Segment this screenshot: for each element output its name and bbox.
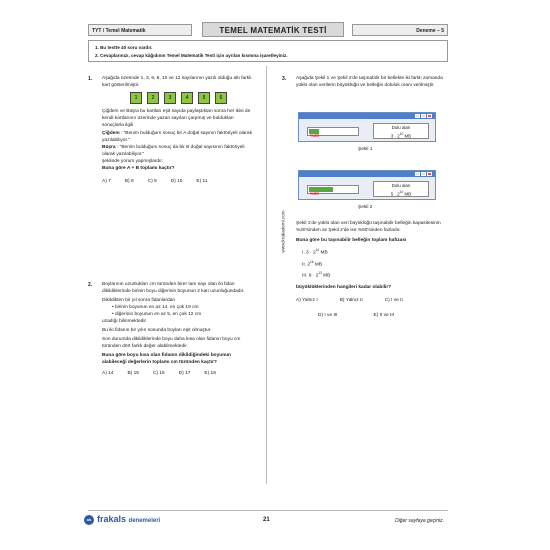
logo-subtext: denemeleri — [128, 518, 161, 524]
q1-text2: şeklinde yorum yapmışlardır. — [102, 159, 164, 164]
instructions-box — [88, 40, 448, 62]
progress-bar — [307, 127, 359, 136]
roman: I. — [302, 250, 305, 256]
maximize-icon — [421, 114, 426, 118]
q1-text1: Çiğdem ve Büşra bu kartları eşit sayıda paylaştıktan sonra her ikisi de kendi kartlarının üzerinde yazan sayıları çarpmış ve buldukları sonuçlarla ilgili — [102, 109, 251, 128]
logo-icon: ok — [84, 515, 94, 525]
info-box — [373, 181, 429, 197]
option-d: D) 17 — [178, 371, 191, 376]
roman: III. — [302, 273, 308, 279]
item-exp: 16 — [310, 259, 314, 264]
question-1 — [102, 75, 252, 185]
progress-percent: %20 — [310, 133, 319, 138]
item-unit: MB — [321, 273, 331, 279]
close-icon — [427, 172, 432, 176]
item-exp: 14 — [315, 248, 320, 252]
option-c: C) 9 — [147, 179, 157, 184]
q2-intro: Boylarının uzunlukları cm türünden birer tam sayı olan iki fidan dikildiklerinde birinin boyu diğerinin boyunun 2 katı uzunluğundadır. — [102, 282, 245, 294]
option-d: D) 10 — [170, 179, 183, 184]
figure-1-caption: Şekil 1 — [358, 147, 373, 152]
card: 4 — [181, 92, 193, 104]
item-value: 2 — [307, 262, 311, 268]
page-footer — [88, 510, 448, 531]
progress-percent: %50 — [310, 191, 319, 196]
option-b: B) Yalnız II — [339, 297, 363, 303]
q2-bullet2: diğerinin boyunun en az 5, en çok 12 cm — [115, 312, 202, 317]
instruction-2: 2. Cevaplarınızı, cevap kâğıdının Temel Matematik Testi için ayrılan kısmına işaretleyiniz. — [95, 53, 288, 58]
next-page-note: Diğer sayfaya geçiniz. — [395, 518, 444, 524]
close-icon — [427, 114, 432, 118]
info-box — [373, 123, 429, 139]
maximize-icon — [421, 172, 426, 176]
q1-options — [102, 178, 252, 185]
q2-options — [102, 370, 252, 377]
card: 2 — [147, 92, 159, 104]
q1-number: 1. — [88, 76, 93, 82]
card: 6 — [215, 92, 227, 104]
q2-number: 2. — [88, 282, 93, 288]
q3-text1: Şekil 1'de yüklü olan veri büyüklüğü taşınabilir belleğin kapasitesinin %20'sinden az Şekil 2'de ise %50'sinden fazladır. — [296, 221, 441, 233]
item-unit: MB — [319, 250, 328, 256]
minimize-icon — [415, 172, 420, 176]
option-b: B) 15 — [127, 371, 139, 376]
memory-window-2 — [298, 170, 436, 200]
item-unit: MB — [313, 262, 323, 268]
option-b: B) 8 — [124, 179, 134, 184]
question-2: Boylarının uzunlukları cm türünden birer tam sayı olan iki fidan dikildiklerinde birinin boyu diğerinin boyunun 2 katı uzunluğundadır. Dikildikten bir yıl sonra fidanlardan • birinin boyunun en az 14, en çok 19 cm • diğerinin boyunun en az 5, en çok 12 cm uzadığı bilinmektedir. Bu iki fidanın bir yılın sonunda boyları eşit olmuştur. Son durumda dikildiklerinde boyu daha kısa olan fidanın boyu cm türünden dört farklı değer alabilmektedir. Buna göre boyu kısa olan fidanın dikildiğindeki boyunun alabileceği değerlerin toplamı cm türünden kaçtır? A) 14 B) 15 C) 16 D) 17 E) 18 — [102, 281, 252, 377]
q3-options-row2 — [318, 312, 448, 319]
side-website: www.krakademi.com — [280, 210, 286, 253]
info-exponent: 10 — [399, 132, 404, 136]
q3-body — [296, 220, 448, 319]
q3-intro: Aşağıda Şekil 1 ve Şekil 2'de taşınabilir bir bellekte iki farklı zamanda yüklü olan verilerin büyüklüğü ve belleğin doluluk oranı verilmiştir. — [296, 76, 443, 88]
item-value: 3 · 2 — [306, 250, 316, 256]
q1-intro: Aşağıda üzerinde 1, 3, 6, 8, 10 ve 12 sayılarının yazılı olduğu altı farklı kart gösterilmiştir. — [102, 76, 252, 88]
page-number: 21 — [263, 517, 270, 523]
header-subject: TYT / Temel Matematik — [88, 24, 192, 36]
q3-item-1 — [302, 247, 448, 257]
info-label: Dolu alan — [391, 125, 411, 130]
info-unit: MB — [403, 133, 412, 139]
header-exam-number: Deneme – 5 — [352, 24, 448, 36]
option-c: C) 16 — [152, 371, 165, 376]
q3-item-2 — [302, 259, 448, 269]
card: 3 — [164, 92, 176, 104]
card: 5 — [198, 92, 210, 104]
q2-text2: uzadığı bilinmektedir. — [102, 319, 148, 324]
q2-text4: Son durumda dikildiklerinde boyu daha kısa olan fidanın boyu cm türünden dört farklı değer alabilmektedir. — [102, 337, 241, 349]
q1-question: Buna göre A + B toplamı kaçtır? — [102, 166, 175, 171]
info-value: 3 · 2 — [390, 133, 400, 139]
option-e: E) 18 — [204, 371, 216, 376]
q3-number: 3. — [282, 76, 287, 82]
option-a: A) 7 — [102, 179, 111, 184]
figure-2-caption: Şekil 2 — [358, 205, 373, 210]
info-exponent: 10 — [399, 190, 404, 194]
option-e: E) 11 — [196, 179, 208, 184]
q1-cards — [130, 92, 252, 104]
q1-busra-label: Büşra — [102, 145, 116, 150]
info-unit: MB — [403, 191, 412, 197]
instruction-1: 1. Bu testte 40 soru vardır. — [95, 45, 153, 50]
column-divider — [266, 66, 267, 484]
option-e: E) II ve III — [373, 312, 394, 318]
q3-item-3 — [302, 270, 448, 280]
progress-bar — [307, 185, 359, 194]
q2-text1: Dikildikten bir yıl sonra fidanlardan — [102, 298, 176, 303]
q1-busra-text: : "Benim bulduğum sonuç da bir B doğal sayısının faktöriyeli olarak yazılabiliyor." — [102, 145, 245, 157]
q3-question2: büyüklüklerinden hangileri kadar olabilir? — [296, 284, 392, 290]
minimize-icon — [415, 114, 420, 118]
card: 1 — [130, 92, 142, 104]
logo-text: frakals — [97, 514, 127, 524]
option-a: A) Yalnız I — [296, 297, 318, 303]
option-a: A) 14 — [102, 371, 114, 376]
brand-logo — [84, 514, 160, 525]
page-header — [88, 24, 448, 38]
q3-question1: Buna göre bu taşınabilir belleğin toplam hafızası — [296, 238, 407, 243]
roman: II. — [302, 262, 306, 268]
header-title: TEMEL MATEMATİK TESTİ — [202, 22, 344, 37]
q2-text3: Bu iki fidanın bir yılın sonunda boyları eşit olmuştur. — [102, 328, 212, 333]
info-label: Dolu alan — [391, 183, 411, 188]
q3-options-row1 — [296, 297, 448, 304]
q1-cigdem-text: : "Benim bulduğum sonuç bir A doğal sayının faktöriyeli olarak yazılabiliyor." — [102, 131, 252, 143]
option-d: D) I ve III — [318, 312, 338, 318]
memory-window-1 — [298, 112, 436, 142]
q1-cigdem-label: Çiğdem — [102, 131, 120, 136]
item-exp: 13 — [318, 271, 322, 276]
exam-page — [88, 24, 448, 524]
q2-question: Buna göre boyu kısa olan fidanın dikildiğindeki boyunun alabileceği değerlerin toplamı cm türünden kaçtır? — [102, 353, 231, 365]
option-c: C) I ve II — [384, 297, 403, 303]
info-value: 5 · 2 — [390, 191, 400, 197]
item-value: 9 · 2 — [308, 273, 319, 279]
q2-bullet1: birinin boyunun en az 14, en çok 19 cm — [115, 305, 199, 310]
